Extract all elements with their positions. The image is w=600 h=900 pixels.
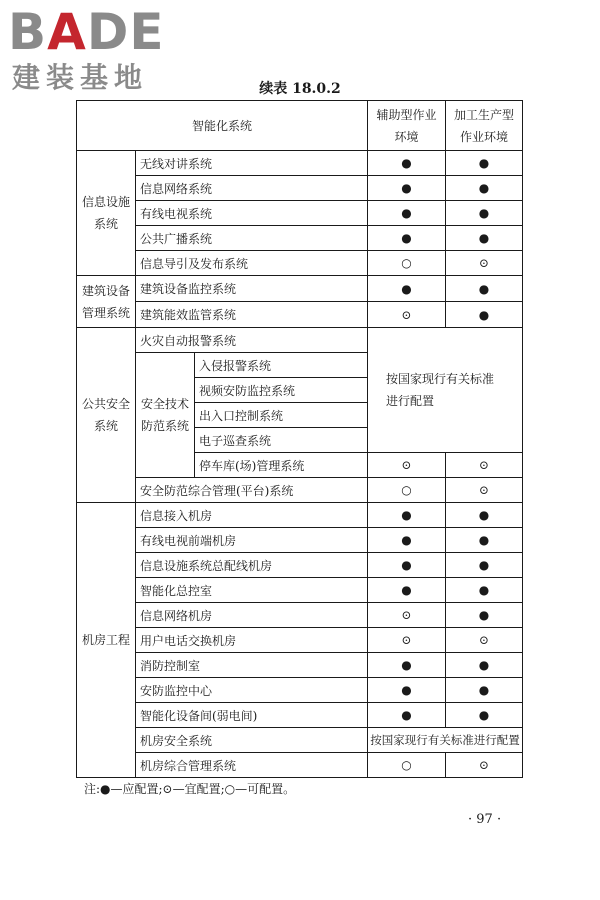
mark-col2: ● [446, 603, 523, 628]
legend-note: 注:●—应配置;⊙—宜配置;○—可配置。 [84, 782, 296, 796]
mark-col2: ⊙ [446, 753, 523, 778]
header-system: 智能化系统 [77, 101, 368, 151]
mark-col1: ● [368, 176, 446, 201]
mark-col2: ⊙ [446, 478, 523, 503]
mark-col1: ● [368, 703, 446, 728]
row-name: 停车库(场)管理系统 [195, 453, 368, 478]
mark-col2: ⊙ [446, 628, 523, 653]
mark-col2: ● [446, 653, 523, 678]
mark-col2: ● [446, 553, 523, 578]
mark-col1: ● [368, 151, 446, 176]
mark-col1: ⊙ [368, 603, 446, 628]
mark-col2: ⊙ [446, 251, 523, 276]
mark-col1: ● [368, 276, 446, 302]
group-safety: 公共安全系统 [77, 328, 136, 503]
logo-wordmark: BADE [8, 3, 165, 61]
table-row [77, 628, 523, 653]
mark-col1: ● [368, 653, 446, 678]
table-row [77, 251, 523, 276]
mark-col1: ● [368, 201, 446, 226]
mark-col2: ⊙ [446, 453, 523, 478]
row-name: 电子巡查系统 [195, 428, 368, 453]
table-row [77, 151, 523, 176]
mark-col1: ⊙ [368, 302, 446, 328]
row-name: 机房安全系统 [136, 728, 368, 753]
row-name: 信息导引及发布系统 [136, 251, 368, 276]
mark-col1: ● [368, 503, 446, 528]
row-name: 出入口控制系统 [195, 403, 368, 428]
row-name: 公共广播系统 [136, 226, 368, 251]
logo-subtitle: 建装基地 [12, 61, 149, 94]
group-info: 信息设施系统 [77, 151, 136, 276]
table-row [77, 528, 523, 553]
table-row [77, 503, 523, 528]
group-bas: 建筑设备管理系统 [77, 276, 136, 328]
config-table [76, 100, 523, 778]
mark-col1: ⊙ [368, 453, 446, 478]
row-name: 安全防范综合管理(平台)系统 [136, 478, 368, 503]
mark-col1: ○ [368, 753, 446, 778]
mark-col1: ○ [368, 478, 446, 503]
merged-standard-note-wide: 按国家现行有关标准进行配置 [368, 728, 523, 753]
table-row [77, 678, 523, 703]
row-name: 信息接入机房 [136, 503, 368, 528]
row-name: 火灾自动报警系统 [136, 328, 368, 353]
table-row [77, 703, 523, 728]
mark-col2: ● [446, 226, 523, 251]
merged-standard-note: 按国家现行有关标准进行配置 [368, 328, 523, 453]
table-row [77, 753, 523, 778]
page-number: · 97 · [468, 812, 502, 827]
header-col1: 辅助型作业环境 [368, 101, 446, 151]
mark-col1: ○ [368, 251, 446, 276]
mark-col2: ● [446, 503, 523, 528]
table-row [77, 728, 523, 753]
mark-col2: ● [446, 176, 523, 201]
row-name: 信息网络机房 [136, 603, 368, 628]
table-row [77, 302, 523, 328]
row-name: 建筑能效监管系统 [136, 302, 368, 328]
mark-col2: ● [446, 528, 523, 553]
table-row [77, 276, 523, 302]
row-name: 有线电视前端机房 [136, 528, 368, 553]
row-name: 无线对讲系统 [136, 151, 368, 176]
mark-col2: ● [446, 703, 523, 728]
group-room: 机房工程 [77, 503, 136, 778]
mark-col1: ● [368, 678, 446, 703]
table-row [77, 201, 523, 226]
mark-col2: ● [446, 578, 523, 603]
row-name: 机房综合管理系统 [136, 753, 368, 778]
row-name: 用户电话交换机房 [136, 628, 368, 653]
row-name: 安防监控中心 [136, 678, 368, 703]
mark-col2: ● [446, 151, 523, 176]
table-row [77, 328, 523, 353]
group-security-sub: 安全技术防范系统 [136, 353, 195, 478]
mark-col1: ● [368, 528, 446, 553]
row-name: 智能化总控室 [136, 578, 368, 603]
mark-col2: ● [446, 201, 523, 226]
table-row [77, 478, 523, 503]
table-row [77, 603, 523, 628]
table-row [77, 226, 523, 251]
mark-col2: ● [446, 302, 523, 328]
row-name: 有线电视系统 [136, 201, 368, 226]
row-name: 信息网络系统 [136, 176, 368, 201]
row-name: 信息设施系统总配线机房 [136, 553, 368, 578]
table-caption: 续表 18.0.2 [259, 81, 341, 97]
row-name: 消防控制室 [136, 653, 368, 678]
table-header-row [77, 101, 523, 151]
mark-col2: ● [446, 678, 523, 703]
mark-col1: ⊙ [368, 628, 446, 653]
mark-col1: ● [368, 226, 446, 251]
mark-col2: ● [446, 276, 523, 302]
table-row [77, 553, 523, 578]
header-col2: 加工生产型作业环境 [446, 101, 523, 151]
table-row [77, 176, 523, 201]
row-name: 智能化设备间(弱电间) [136, 703, 368, 728]
mark-col1: ● [368, 553, 446, 578]
table-row [77, 653, 523, 678]
row-name: 建筑设备监控系统 [136, 276, 368, 302]
row-name: 入侵报警系统 [195, 353, 368, 378]
row-name: 视频安防监控系统 [195, 378, 368, 403]
mark-col1: ● [368, 578, 446, 603]
table-row [77, 578, 523, 603]
